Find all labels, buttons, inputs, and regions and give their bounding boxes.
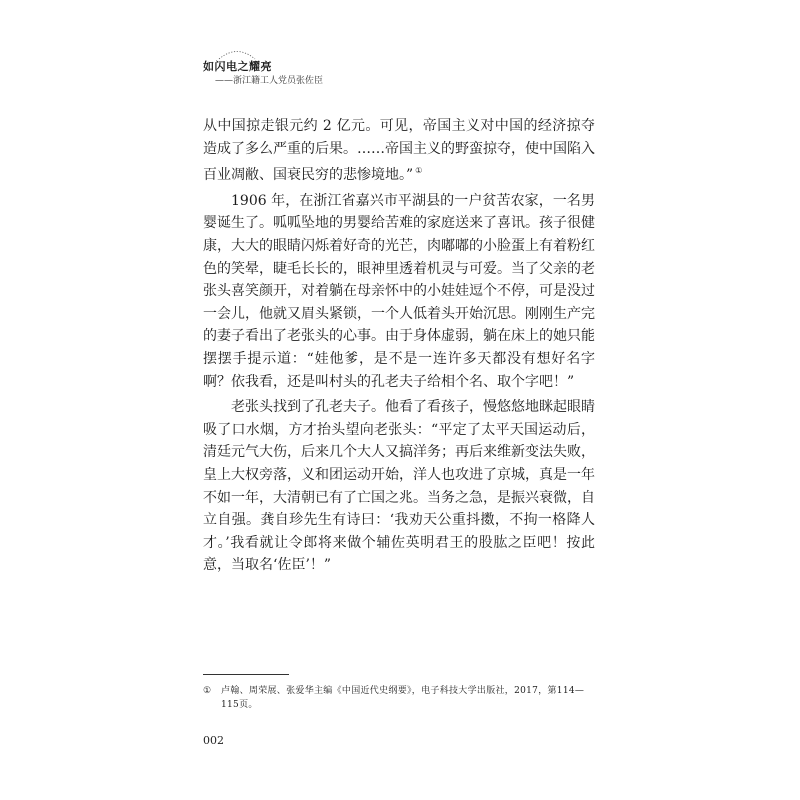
header-title: 如闪电之耀亮	[203, 60, 272, 73]
header-subtitle: ——浙江籍工人党员张佐臣	[215, 76, 324, 86]
footnote	[203, 684, 595, 712]
running-header	[203, 48, 463, 88]
footnote-reference: ①	[415, 166, 423, 176]
footnote-text: 卢翰、周荣展、张爱华主编《中国近代史纲要》，电子科技大学出版社，2017，第114—115页。	[221, 686, 585, 710]
paragraph-1-text: 从中国掠走银元约 2 亿元。可见，帝国主义对中国的经济掠夺造成了多么严重的后果。……帝国主义的野蛮掠夺，使中国陷入百业凋敝、国衰民穷的悲惨境地。”	[203, 118, 595, 184]
body-text	[203, 115, 595, 577]
paragraph-1	[203, 115, 595, 187]
page-number: 002	[203, 734, 224, 747]
footnote-mark: ①	[203, 686, 212, 696]
paragraph-3: 老张头找到了孔老夫子。他看了看孩子，慢悠悠地眯起眼睛吸了口水烟，方才抬头望向老张头：“平定了太平天国运动后，清廷元气大伤，后来几个大人又搞洋务；再后来维新变法失败，皇上大权旁落，义和团运动开始，洋人也攻进了京城，真是一年不如一年，大清朝已有了亡国之兆。当务之急，是振兴衰微，自立自强。龚自珍先生有诗曰：‘我劝天公重抖擞，不拘一格降人才。’我看就让令郎将来做个辅佐英明君王的股肱之臣吧！按此意，当取名‘佐臣’！”	[203, 399, 595, 574]
footnote-separator	[203, 674, 289, 675]
paragraph-2: 1906 年，在浙江省嘉兴市平湖县的一户贫苦农家，一名男婴诞生了。呱呱坠地的男婴给苦难的家庭送来了喜讯。孩子很健康，大大的眼睛闪烁着好奇的光芒，肉嘟嘟的小脸蛋上有着粉红色的笑晕，睫毛长长的，眼神里透着机灵与可爱。当了父亲的老张头喜笑颜开，对着躺在母亲怀中的小娃娃逗个不停，可是没过一会儿，他就又眉头紧锁，一个人低着头开始沉思。刚刚生产完的妻子看出了老张头的心事。由于身体虚弱，躺在床上的她只能摆摆手提示道：“娃他爹，是不是一连许多天都没有想好名字啊？依我看，还是叫村头的孔老夫子给相个名、取个字吧！”	[203, 192, 595, 390]
header-arc-decoration	[217, 48, 257, 60]
